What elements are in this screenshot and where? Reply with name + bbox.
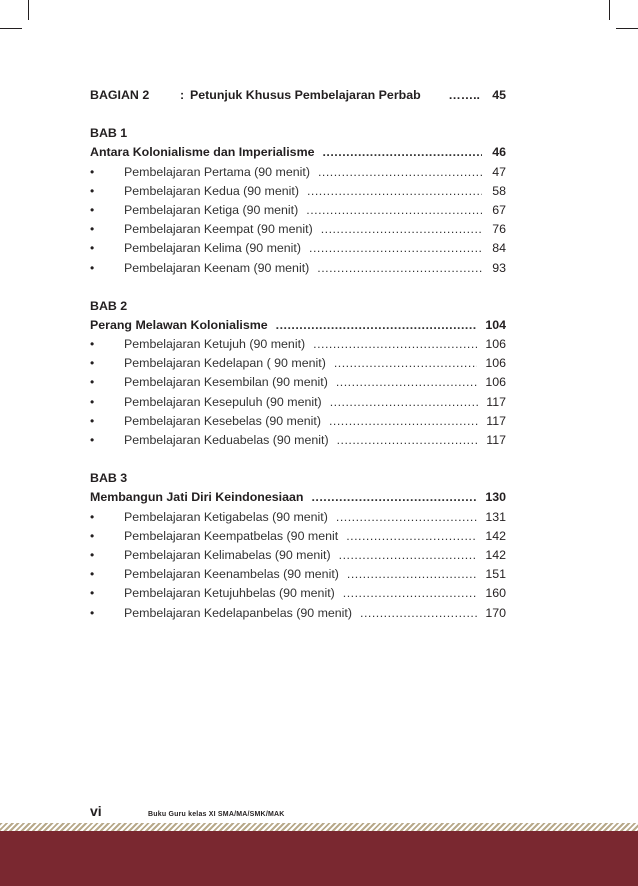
chapter-1-title: Antara Kolonialisme dan Imperialisme <box>90 145 315 160</box>
bagian-title: Petunjuk Khusus Pembelajaran Perbab <box>190 88 421 102</box>
leader-dots <box>322 145 482 159</box>
toc-item-label: Pembelajaran Kelimabelas (90 menit) <box>124 547 331 562</box>
chapter-3-page: 130 <box>485 490 506 505</box>
toc-item[interactable] <box>90 606 506 625</box>
toc-item-label: Pembelajaran Kedelapan ( 90 menit) <box>124 356 326 371</box>
toc-item-label: Pembelajaran Pertama (90 menit) <box>124 164 310 179</box>
toc-item[interactable] <box>90 548 506 567</box>
leader-dots <box>360 606 477 620</box>
toc-item-page: 117 <box>486 433 506 447</box>
leader-dots <box>334 356 477 370</box>
toc-item-page: 84 <box>492 241 506 256</box>
bagian-heading[interactable] <box>90 88 506 107</box>
bullet-icon: • <box>90 413 95 428</box>
page-number: vi <box>90 803 102 819</box>
toc-item[interactable] <box>90 165 506 184</box>
toc-item[interactable] <box>90 529 506 548</box>
leader-dots <box>329 414 478 428</box>
toc-item-label: Pembelajaran Kesebelas (90 menit) <box>124 413 321 428</box>
toc-item-page: 142 <box>485 547 506 562</box>
toc-item-page: 76 <box>492 222 506 237</box>
chapter-2-page: 104 <box>485 317 506 332</box>
toc-item-page: 160 <box>485 586 506 601</box>
toc-item-page: 106 <box>485 375 506 390</box>
leader-dots <box>337 433 479 447</box>
toc-item[interactable] <box>90 510 506 529</box>
toc-item-label: Pembelajaran Kedua (90 menit) <box>124 183 299 198</box>
toc-item[interactable] <box>90 203 506 222</box>
toc-item-label: Pembelajaran Kesepuluh (90 menit) <box>124 394 322 409</box>
bagian-page: 45 <box>492 88 506 102</box>
chapter-label <box>90 299 506 318</box>
chapter-3-title: Membangun Jati Diri Keindonesiaan <box>90 490 304 505</box>
leader-dots <box>318 165 482 179</box>
bagian-dots: …….. <box>448 88 480 102</box>
bullet-icon: • <box>90 509 95 524</box>
chapter-2-title: Perang Melawan Kolonialisme <box>90 317 268 332</box>
bullet-icon: • <box>90 164 95 179</box>
section-gap <box>90 107 506 126</box>
toc-item[interactable] <box>90 261 506 280</box>
toc-item-page: 151 <box>485 567 506 582</box>
leader-dots <box>317 261 482 275</box>
leader-dots <box>311 490 477 504</box>
toc-item[interactable] <box>90 184 506 203</box>
bullet-icon: • <box>90 202 95 217</box>
leader-dots <box>309 241 482 255</box>
bullet-icon: • <box>90 605 95 620</box>
toc-item-label: Pembelajaran Ketiga (90 menit) <box>124 202 299 217</box>
bullet-icon: • <box>90 528 95 543</box>
toc-item[interactable] <box>90 241 506 260</box>
bullet-icon: • <box>90 586 95 601</box>
chapter-title-row[interactable] <box>90 490 506 509</box>
toc-item[interactable] <box>90 414 506 433</box>
chapter-1-label: BAB 1 <box>90 126 128 141</box>
bullet-icon: • <box>90 567 95 582</box>
leader-dots <box>343 586 478 600</box>
page-footer <box>90 803 285 819</box>
leader-dots <box>313 337 477 351</box>
toc-item[interactable] <box>90 433 506 452</box>
leader-dots <box>336 510 477 524</box>
toc-item[interactable] <box>90 337 506 356</box>
toc-item[interactable] <box>90 567 506 586</box>
chapter-1-page: 46 <box>492 145 506 160</box>
bagian-separator: : <box>180 88 185 102</box>
crop-mark-top-right-v <box>609 0 610 20</box>
chapter-title-row[interactable] <box>90 145 506 164</box>
toc-item-page: 58 <box>492 183 506 198</box>
chapter-3-label: BAB 3 <box>90 471 128 486</box>
crop-mark-top-right-h <box>616 28 638 29</box>
book-title: Buku Guru kelas XI SMA/MA/SMK/MAK <box>148 811 285 818</box>
crop-mark-top-left-v <box>28 0 29 20</box>
toc-item-label: Pembelajaran Kelima (90 menit) <box>124 241 301 256</box>
leader-dots <box>330 395 479 409</box>
toc-item-page: 106 <box>485 356 506 371</box>
toc-item-label: Pembelajaran Kedelapanbelas (90 menit) <box>124 605 352 620</box>
leader-dots <box>306 203 482 217</box>
decorative-stripe <box>0 823 638 831</box>
leader-dots <box>347 567 477 581</box>
toc-item-page: 142 <box>485 528 506 543</box>
chapter-2-label: BAB 2 <box>90 298 128 313</box>
bullet-icon: • <box>90 375 95 390</box>
bullet-icon: • <box>90 394 95 409</box>
toc-item-page: 106 <box>485 337 506 352</box>
leader-dots <box>336 375 477 389</box>
toc-item-page: 170 <box>485 605 506 620</box>
toc-item-label: Pembelajaran Keempatbelas (90 menit <box>124 528 339 543</box>
bullet-icon: • <box>90 222 95 237</box>
toc-item-label: Pembelajaran Keempat (90 menit) <box>124 222 313 237</box>
toc-item-label: Pembelajaran Ketujuh (90 menit) <box>124 337 306 352</box>
bullet-icon: • <box>90 356 95 371</box>
toc-item-label: Pembelajaran Keduabelas (90 menit) <box>124 433 329 447</box>
toc-item[interactable] <box>90 395 506 414</box>
table-of-contents <box>90 88 506 625</box>
crop-mark-top-left-h <box>0 28 22 29</box>
leader-dots <box>321 222 482 236</box>
toc-item-page: 93 <box>492 260 506 275</box>
bullet-icon: • <box>90 260 95 275</box>
bullet-icon: • <box>90 183 95 198</box>
toc-item-label: Pembelajaran Ketigabelas (90 menit) <box>124 509 328 524</box>
toc-item-label: Pembelajaran Ketujuhbelas (90 menit) <box>124 586 335 601</box>
bullet-icon: • <box>90 241 95 256</box>
section-gap <box>90 280 506 299</box>
toc-item-page: 67 <box>492 202 506 217</box>
leader-dots <box>276 318 478 332</box>
bagian-label: BAGIAN 2 <box>90 88 150 102</box>
toc-item[interactable] <box>90 375 506 394</box>
chapter-label <box>90 471 506 490</box>
toc-item[interactable] <box>90 356 506 375</box>
footer-band <box>0 831 638 886</box>
leader-dots <box>339 548 478 562</box>
leader-dots <box>307 184 482 198</box>
leader-dots <box>346 529 477 543</box>
bullet-icon: • <box>90 547 95 562</box>
chapter-label <box>90 126 506 145</box>
toc-item-label: Pembelajaran Keenambelas (90 menit) <box>124 567 339 582</box>
bullet-icon: • <box>90 433 95 447</box>
toc-item-label: Pembelajaran Kesembilan (90 menit) <box>124 375 328 390</box>
bullet-icon: • <box>90 337 95 352</box>
section-gap <box>90 452 506 471</box>
toc-item-page: 117 <box>486 394 506 409</box>
toc-item-page: 131 <box>485 509 506 524</box>
chapter-title-row[interactable] <box>90 318 506 337</box>
toc-item-page: 117 <box>486 413 506 428</box>
toc-item[interactable] <box>90 586 506 605</box>
toc-item-label: Pembelajaran Keenam (90 menit) <box>124 260 310 275</box>
toc-item[interactable] <box>90 222 506 241</box>
toc-item-page: 47 <box>492 164 506 179</box>
